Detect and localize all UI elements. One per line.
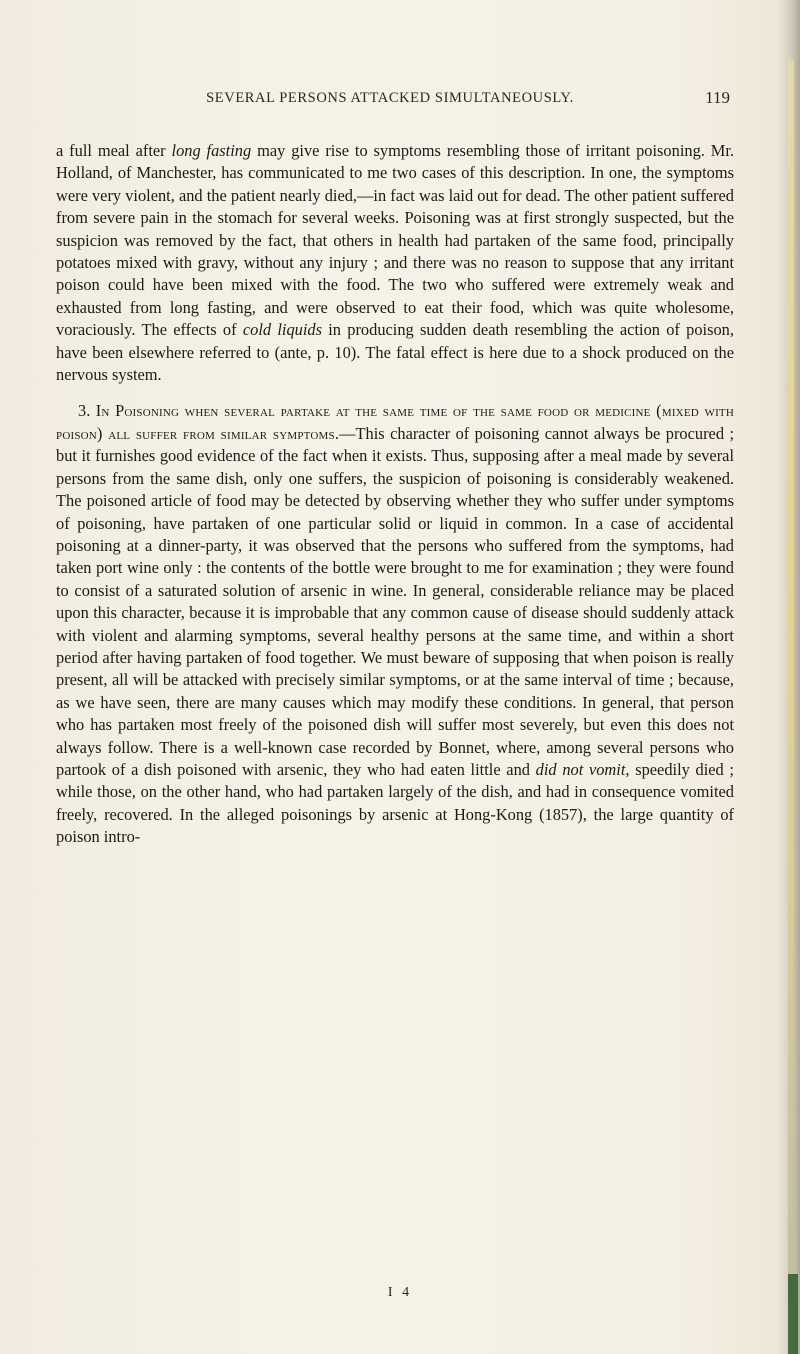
italic-run: long fasting	[171, 141, 252, 160]
italic-run: did not vomit	[535, 759, 626, 779]
section-heading: In Poisoning when several partake at the same time of the same food or medicine (mixed with poison) all suffer from similar symptoms.	[56, 401, 734, 443]
running-head: SEVERAL PERSONS ATTACKED SIMULTANEOUSLY.	[206, 90, 574, 106]
text-run: may give rise to symptoms resembling those of irritant poisoning. Mr. Holland, of Manchester, has communicated to me two cases of this description. In one, the symptoms were very violent, and the patient nearly died,—in fact was laid out for dead. The other patient suffered from severe pain in the stomach for several weeks. Poisoning was at first strongly suspected, but the suspicion was removed by the fact, that others in health had partaken of the same food, principally potatoes mixed with gravy, without any injury ; and there was no reason to suppose that any irritant poison could have been mixed with the food. The two who suffered were extremely weak and exhausted from long fasting, and were observed to eat their food, which was quite wholesome, voraciously. The effects of	[56, 141, 734, 340]
page-edge-stripe	[788, 60, 794, 1300]
page-number: 119	[705, 88, 730, 107]
text-run: , speedily died ; while those, on the other hand, who had partaken largely of the dish, and had in consequence vomited freely, recovered. In the alleged poisonings by arsenic at Hong-Kong (1857), the large quantity of poison intro-	[56, 759, 734, 847]
signature-mark: I 4	[387, 1285, 413, 1300]
paragraph-fasting-cases	[56, 140, 734, 386]
page-header	[120, 90, 730, 112]
page-body	[56, 140, 734, 849]
text-run: in producing sudden death resembling the action of poison, have been elsewhere referred to (ante, p. 10). The fatal effect is here due to a shock produced on the nervous system.	[56, 320, 734, 385]
text-run: a full meal after	[56, 141, 172, 160]
paragraph-section-3	[56, 400, 734, 848]
section-number: 3.	[78, 401, 96, 421]
italic-run: cold liquids	[242, 320, 322, 340]
text-run: —This character of poisoning cannot always be procured ; but it furnishes good evidence of the fact when it exists. Thus, supposing after a meal made by several persons from the same dish, only one suffers, the suspicion of poisoning is considerably weakened. The poisoned article of food may be detected by observing whether they who suffer under symptoms of poisoning, have partaken of one particular solid or liquid in common. In a case of accidental poisoning at a dinner-party, it was observed that the persons who suffered from the symptoms, had taken port wine only : the contents of the bottle were brought to me for examination ; they were found to consist of a saturated solution of arsenic in wine. In general, considerable reliance may be placed upon this character, because it is improbable that any common cause of disease should suddenly attack with violent and alarming symptoms, several healthy persons at the same time, and within a short period after having partaken of food together. We must beware of supposing that when poison is really present, all will be attacked with precisely similar symptoms, or at the same interval of time ; because, as we have seen, there are many causes which may modify these conditions. In general, that person who has partaken most freely of the poisoned dish will suffer most severely, but even this does not always follow. There is a well-known case recorded by Bonnet, where, among several persons who partook of a dish poisoned with arsenic, they who had eaten little and	[56, 423, 735, 779]
